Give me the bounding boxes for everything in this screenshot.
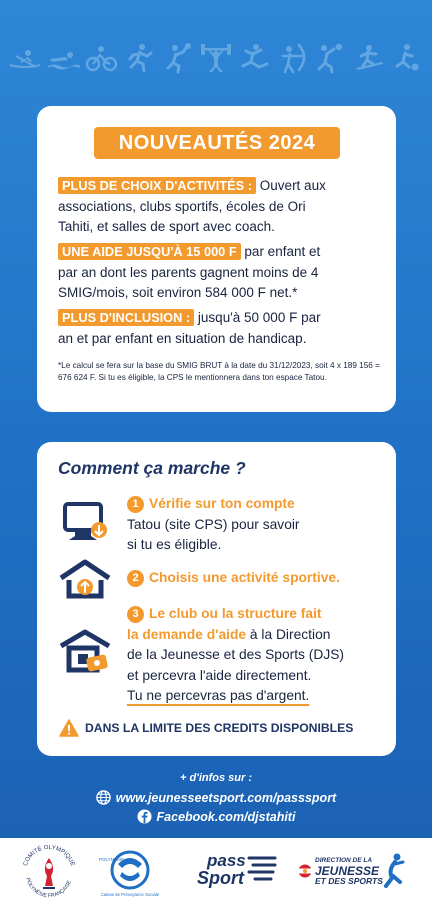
- weightlifting-icon: [199, 42, 233, 74]
- sports-pictogram-row: [0, 38, 432, 78]
- rowing-icon: [8, 42, 42, 74]
- pass-sport-logo: pass Sport: [195, 852, 285, 892]
- facebook-icon: [137, 809, 152, 824]
- news-item-inclusion: PLUS D'INCLUSION : jusqu'à 50 000 F par an et par enfant en situation de handicap.: [58, 310, 321, 346]
- house-icon: [57, 558, 113, 600]
- swimming-icon: [46, 42, 80, 74]
- warning-icon: [59, 719, 79, 737]
- facebook-link[interactable]: Facebook.com/djstahiti: [0, 809, 432, 824]
- club-building-icon: [57, 628, 113, 676]
- cps-logo: [94, 846, 166, 898]
- football-icon: [390, 42, 424, 74]
- globe-icon: [96, 790, 111, 805]
- svg-text:Caisse de Prévoyance Sociale: Caisse de Prévoyance Sociale: [100, 892, 160, 897]
- footer-logos: [0, 838, 432, 904]
- no-money-notice: Tu ne percevras pas d'argent.: [127, 688, 310, 703]
- running-icon: [123, 42, 157, 74]
- more-info-label: + d'infos sur :: [180, 772, 252, 784]
- how-title: Comment ça marche ?: [58, 458, 246, 478]
- cycling-icon: [84, 42, 118, 74]
- volleyball-icon: [313, 42, 347, 74]
- credit-limit-warning: DANS LA LIMITE DES CREDITS DISPONIBLES: [59, 719, 379, 737]
- step-2: 2 Choisis une activité sportive.: [127, 568, 382, 589]
- basketball-icon: [161, 42, 195, 74]
- olympic-committee-logo: [18, 844, 80, 900]
- computer-icon: [61, 500, 111, 546]
- news-item-activities: PLUS DE CHOIX D'ACTIVITÉS : Ouvert aux associations, clubs sportifs, écoles de Ori Tahiti, et salles de sport avec coach.: [58, 178, 326, 234]
- activities-highlight: PLUS DE CHOIX D'ACTIVITÉS :: [58, 177, 256, 194]
- step-3-number: 3: [127, 606, 144, 623]
- djs-athlete-icon: [380, 852, 406, 888]
- step-1-number: 1: [127, 496, 144, 513]
- more-info: [0, 772, 432, 824]
- inclusion-highlight: PLUS D'INCLUSION :: [58, 309, 194, 326]
- djs-logo: DIRECTION DE LA JEUNESSE ET DES SPORTS: [298, 852, 408, 892]
- step-1: 1 Vérifie sur ton compte Tatou (site CPS) pour savoir si tu es éligible.: [127, 496, 300, 552]
- pass-sport-stripes-icon: [245, 854, 279, 886]
- footnote: *Le calcul se fera sur la base du SMIG BRUT à la date du 31/12/2023, soit 4 x 189 156 = 676 624 F. Si tu es éligible, la CPS le mentionnera dans ton espace Tatou.: [58, 361, 380, 382]
- karate-icon: [237, 42, 271, 74]
- news-item-aid: UNE AIDE JUSQU'À 15 000 F par enfant et par an dont les parents gagnent moins de 4 SMIG/mois, soit environ 584 000 F net.*: [58, 244, 321, 300]
- surfing-icon: [352, 42, 386, 74]
- step-2-number: 2: [127, 570, 144, 587]
- news-card: [37, 106, 396, 412]
- svg-text:COMITÉ OLYMPIQUE: COMITÉ OLYMPIQUE: [22, 844, 76, 867]
- svg-text:POLYNÉSIE FRANÇAISE: POLYNÉSIE FRANÇAISE: [24, 877, 73, 900]
- polynesia-flag-icon: [298, 864, 312, 878]
- step-3: 3 Le club ou la structure fait la demande d'aide à la Direction de la Jeunesse et des Sports (DJS) et percevra l'aide directement. Tu ne percevras pas d'argent.: [127, 606, 345, 703]
- aid-highlight: UNE AIDE JUSQU'À 15 000 F: [58, 243, 241, 260]
- svg-text:POLYNÉSIE: POLYNÉSIE: [99, 857, 125, 862]
- archery-icon: [275, 42, 309, 74]
- news-title: NOUVEAUTÉS 2024: [94, 127, 340, 159]
- how-it-works-card: [37, 442, 396, 756]
- website-link[interactable]: www.jeunesseetsport.com/passsport: [0, 790, 432, 805]
